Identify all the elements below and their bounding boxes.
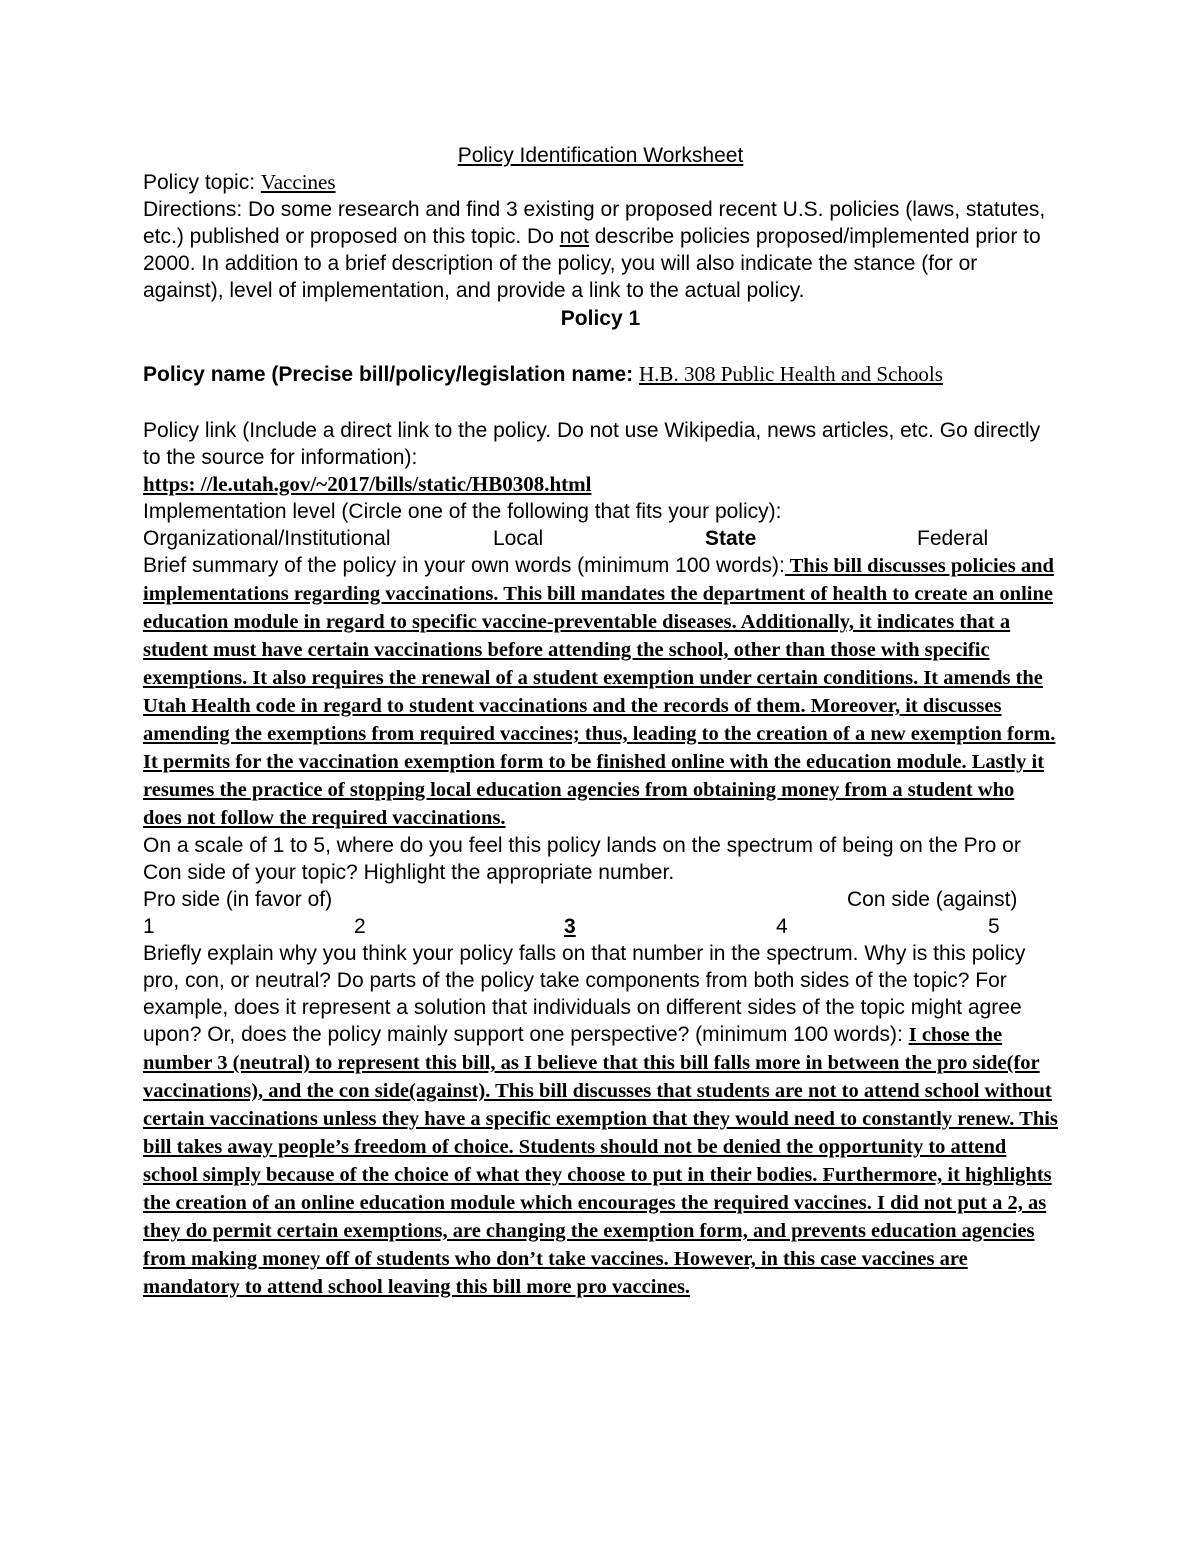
summary-prompt: Brief summary of the policy in your own words (minimum 100 words): — [143, 554, 785, 577]
policy-topic-line — [143, 169, 1058, 196]
explanation-answer: I chose the number 3 (neutral) to represent this bill, as I believe that this bill falls more in between the pro side(for vaccinations), and the con side(against). This bill discusses that students are not to attend school without certain vaccinations unless they have a specific exemption that they would need to constantly renew. This bill takes away people’s freedom of choice. Students should not be denied the opportunity to attend school simply because of the choice of what they choose to put in their bodies. Furthermore, it highlights the creation of an online education module which encourages the required vaccines. I did not put a 2, as they do permit certain exemptions, are changing the exemption form, and prevents education agencies from making money off of students who don’t take vaccines. However, in this case vaccines are mandatory to attend school leaving this bill more pro vaccines. — [143, 1024, 1058, 1298]
level-local[interactable]: Local — [493, 527, 544, 550]
scale-number-4[interactable]: 4 — [776, 915, 788, 938]
policy-name-line — [143, 361, 1058, 388]
spectrum-prompt: On a scale of 1 to 5, where do you feel this policy lands on the spectrum of being on the Pro or Con side of your topic? Highlight the appropriate number. — [143, 834, 1021, 884]
con-side-label: Con side (against) — [847, 888, 1018, 911]
directions-text-1: Directions: Do some research and find 3 existing or proposed recent U.S. policies (laws, statutes, etc.) published or proposed on this topic. Do — [143, 198, 1046, 248]
spectrum-ends — [143, 886, 1058, 913]
pro-side-label: Pro side (in favor of) — [143, 888, 333, 911]
level-state-selected[interactable]: State — [705, 527, 757, 550]
summary-paragraph — [143, 552, 1058, 832]
implementation-prompt: Implementation level (Circle one of the following that fits your policy): — [143, 500, 782, 523]
explanation-paragraph — [143, 940, 1058, 1301]
worksheet-page — [143, 140, 1058, 1301]
level-organizational[interactable]: Organizational/Institutional — [143, 527, 391, 550]
policy-name-value: H.B. 308 Public Health and Schools — [639, 362, 943, 386]
scale-number-2[interactable]: 2 — [354, 915, 366, 938]
spacer — [143, 332, 1058, 359]
scale-number-3-selected[interactable]: 3 — [564, 915, 576, 938]
policy-link-instructions: Policy link (Include a direct link to the policy. Do not use Wikipedia, news articles, etc. Go directly to the source for information): — [143, 419, 1041, 469]
explanation-prompt: Briefly explain why you think your policy falls on that number in the spectrum. Why is this policy pro, con, or neutral? Do parts of the policy take components from both sides of the topic? For example, does it represent a solution that individuals on different sides of the topic might agree upon? Or, does the policy mainly support one perspective? (minimum 100 words): — [143, 942, 1026, 1046]
implementation-levels — [143, 525, 1058, 552]
directions-emphasis: not — [559, 225, 589, 248]
directions-text-2: describe policies proposed/implemented prior to 2000. In addition to a brief description of the policy, you will also indicate the stance (for or against), level of implementation, and provide a link to the actual policy. — [143, 225, 1041, 302]
level-federal[interactable]: Federal — [917, 527, 989, 550]
spectrum-scale — [143, 913, 1058, 940]
page-title: Policy Identification Worksheet — [457, 144, 744, 167]
directions-paragraph — [143, 196, 1058, 304]
policy-topic-label: Policy topic: — [143, 171, 261, 194]
scale-number-5[interactable]: 5 — [988, 915, 1000, 938]
policy-heading: Policy 1 — [560, 307, 641, 330]
policy-topic-value: Vaccines — [260, 170, 336, 194]
spacer — [143, 388, 1058, 415]
summary-answer: This bill discusses policies and implementations regarding vaccinations. This bill mandates the department of health to create an online education module in regard to specific vaccine-preventable diseases. Additionally, it indicates that a student must have certain vaccinations before attending the school, other than those with specific exemptions. It also requires the renewal of a student exemption under certain conditions. It amends the Utah Health code in regard to student vaccinations and the records of them. Moreover, it discusses amending the exemptions from required vaccines; thus, leading to the creation of a new exemption form. It permits for the vaccination exemption form to be finished online with the education module. Lastly it resumes the practice of stopping local education agencies from obtaining money from a student who does not follow the required vaccinations. — [143, 555, 1056, 829]
scale-number-1[interactable]: 1 — [143, 915, 155, 938]
policy-link-url[interactable]: https: //le.utah.gov/~2017/bills/static/HB0308.html — [143, 472, 592, 496]
policy-name-label: Policy name (Precise bill/policy/legislation name: — [143, 363, 640, 386]
